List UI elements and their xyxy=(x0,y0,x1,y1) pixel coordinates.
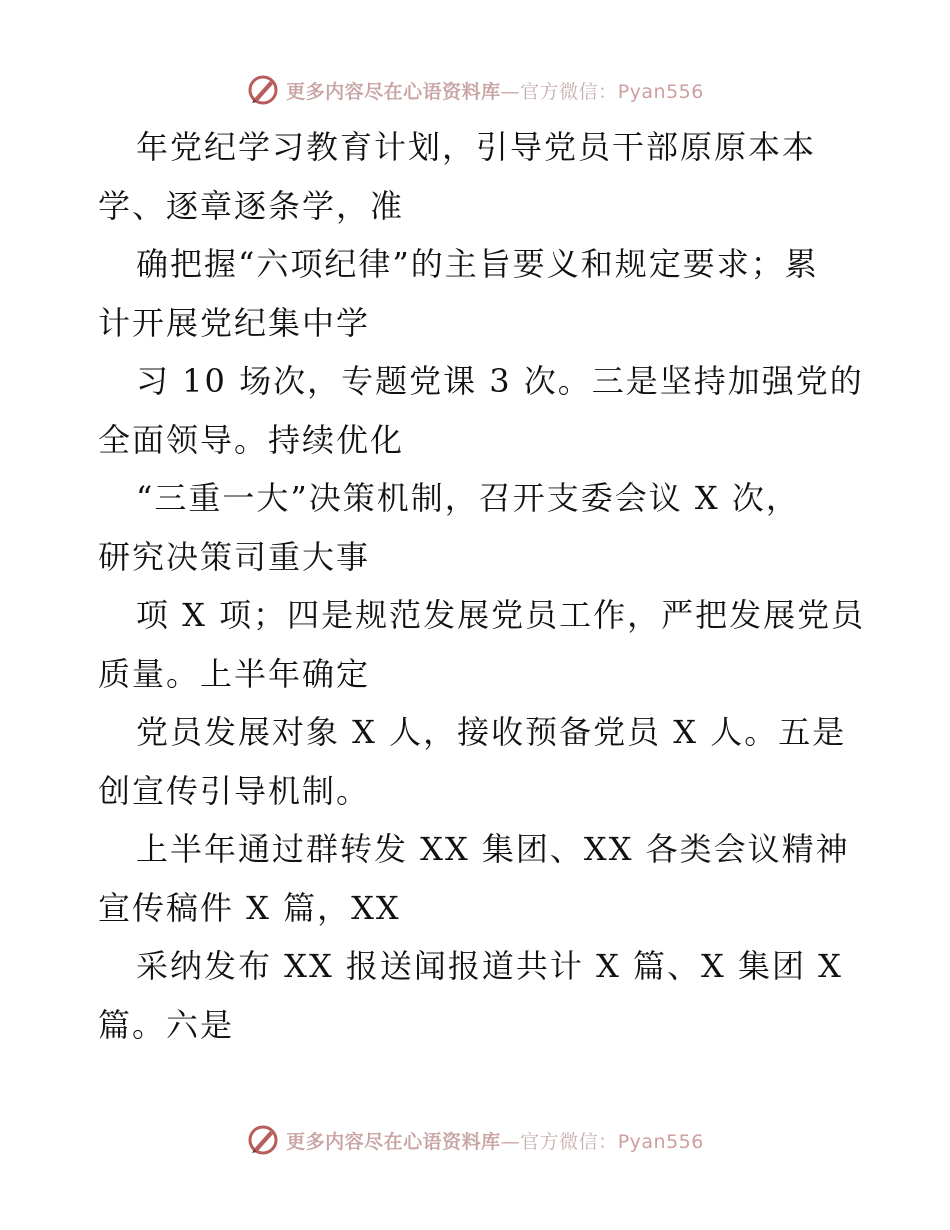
pen-circle-logo-icon xyxy=(246,1123,280,1157)
document-body xyxy=(98,118,866,1054)
text-line: “三重一大”决策机制，召开支委会议 X 次， xyxy=(136,479,800,517)
text-line: 项 X 项；四是规范发展党员工作，严把发展党员 xyxy=(136,596,866,634)
watermark-separator: — xyxy=(500,1130,521,1153)
watermark-wechat-id: Pyan556 xyxy=(617,1130,704,1153)
header-watermark xyxy=(0,70,950,110)
pen-circle-logo-icon xyxy=(246,73,280,107)
watermark-label: 官方微信： xyxy=(520,80,618,103)
text-line: 研究决策司重大事 xyxy=(98,537,371,576)
text-line: 全面领导。持续优化 xyxy=(98,420,405,459)
text-line: 采纳发布 XX 报送闻报道共计 X 篇、X 集团 X xyxy=(136,947,843,985)
watermark-separator: — xyxy=(500,80,521,103)
text-line: 年党纪学习教育计划，引导党员干部原原本本 xyxy=(136,128,817,166)
text-line: 宣传稿件 X 篇，XX xyxy=(98,888,401,927)
text-line: 质量。上半年确定 xyxy=(98,654,371,693)
watermark-main-text: 更多内容尽在心语资料库 xyxy=(286,1130,501,1153)
watermark-label: 官方微信： xyxy=(520,1130,618,1153)
text-line: 计开展党纪集中学 xyxy=(98,303,371,342)
watermark-main-text: 更多内容尽在心语资料库 xyxy=(286,80,501,103)
text-line: 篇。六是 xyxy=(98,1005,235,1044)
text-line: 党员发展对象 X 人，接收预备党员 X 人。五是 xyxy=(136,713,847,751)
watermark-text xyxy=(286,77,704,104)
footer-watermark xyxy=(0,1120,950,1160)
text-line: 确把握“六项纪律”的主旨要义和规定要求；累 xyxy=(136,245,819,283)
text-line: 习 10 场次，专题党课 3 次。三是坚持加强党的 xyxy=(136,362,864,400)
text-line: 上半年通过群转发 XX 集团、XX 各类会议精神 xyxy=(136,830,850,868)
watermark-text xyxy=(286,1127,704,1154)
text-line: 学、逐章逐条学，准 xyxy=(98,186,405,225)
watermark-wechat-id: Pyan556 xyxy=(617,80,704,103)
text-line: 创宣传引导机制。 xyxy=(98,771,371,810)
